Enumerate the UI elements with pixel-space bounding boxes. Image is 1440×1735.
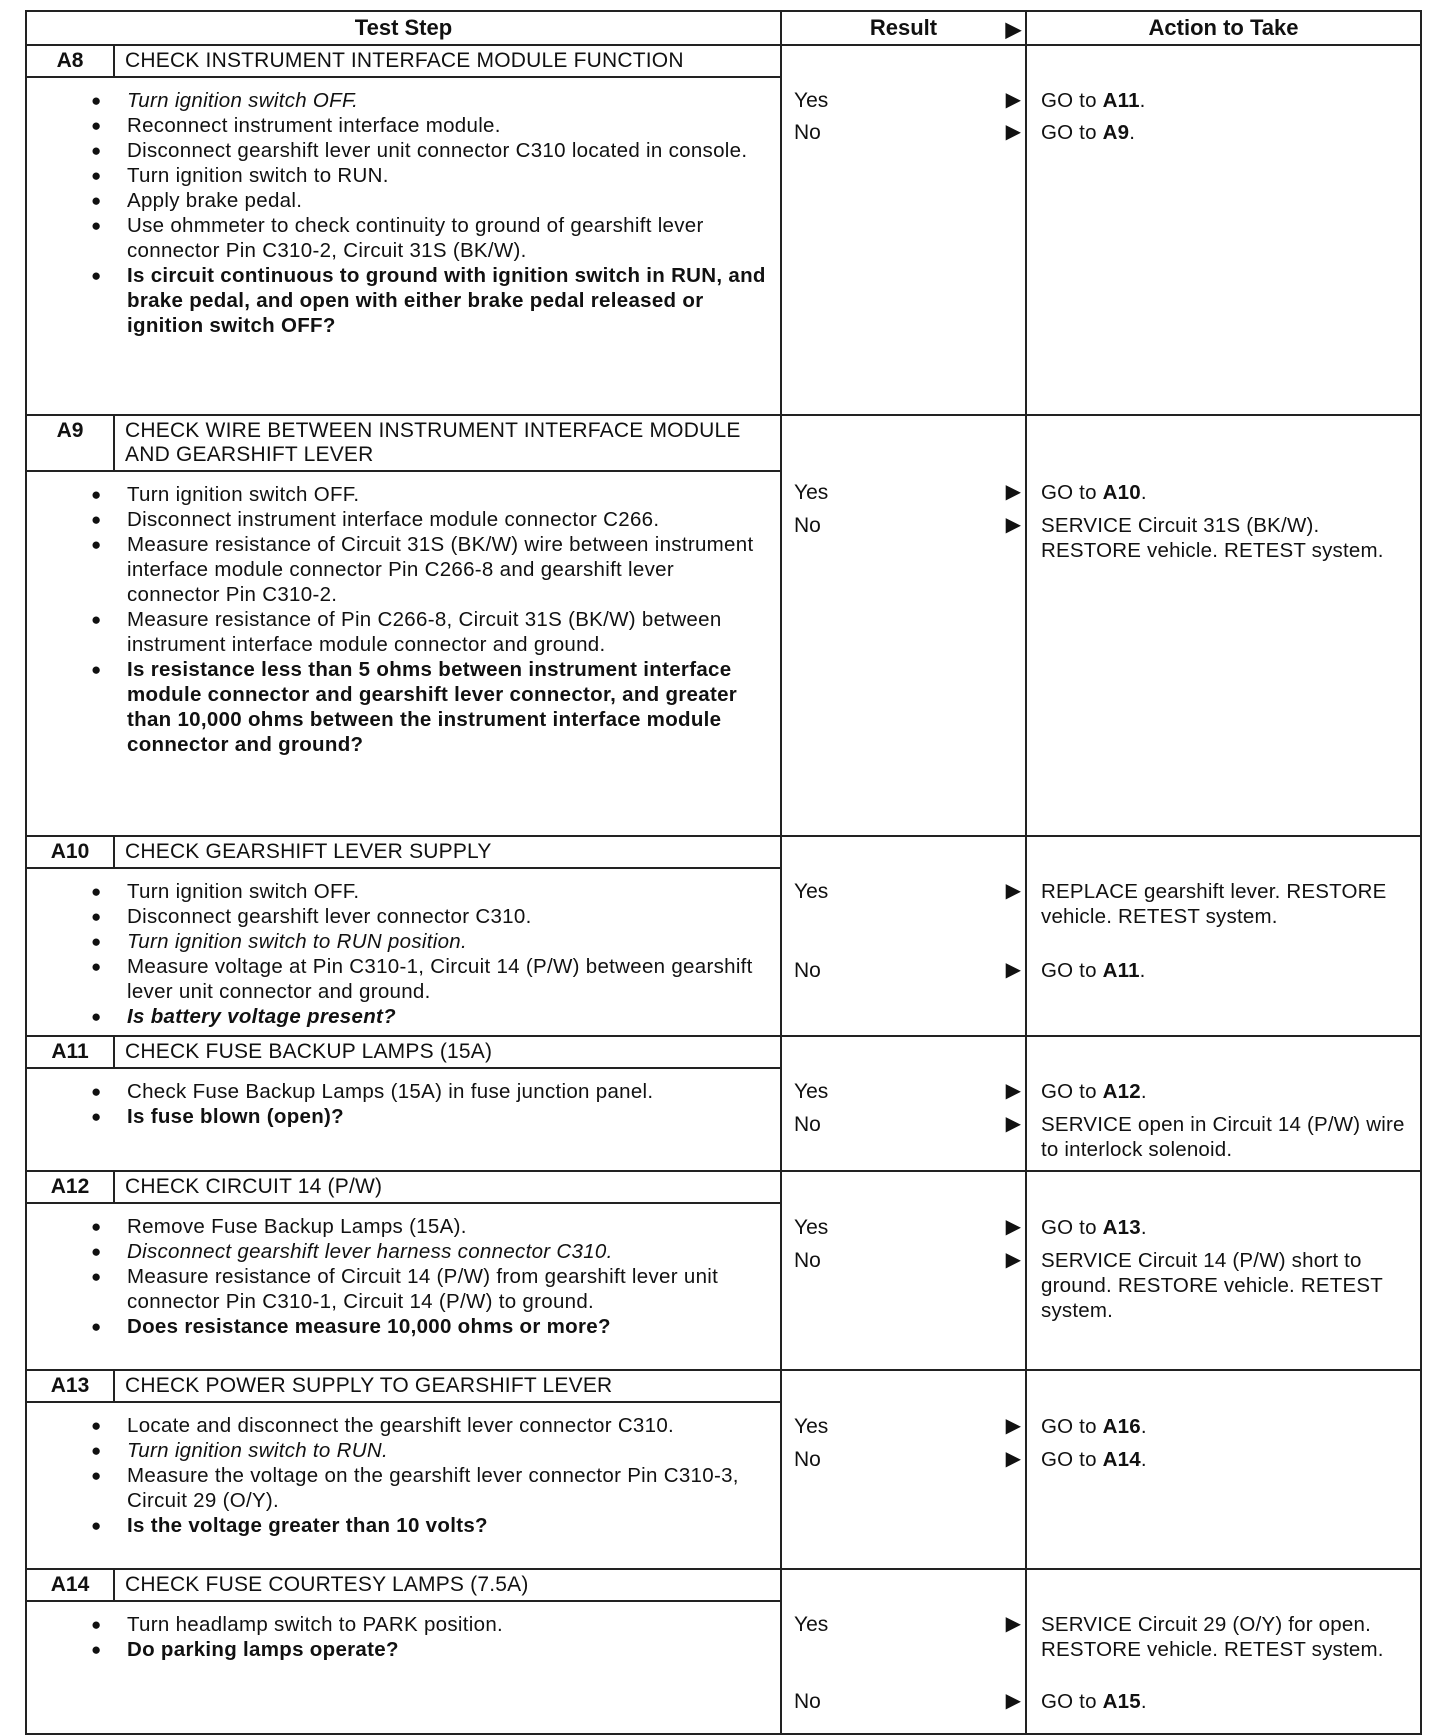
step-id: A13	[27, 1371, 115, 1401]
action-cell	[1026, 45, 1421, 415]
procedure-item: ● Use ohmmeter to check continuity to ground of gearshift lever connector Pin C310-2, Circuit 31S (BK/W).	[127, 213, 768, 263]
step-row	[26, 836, 1421, 1036]
action-text	[1041, 1612, 1414, 1662]
procedure-item: ● Turn ignition switch OFF.	[127, 88, 768, 113]
action-prefix: GO to	[1041, 1690, 1103, 1713]
procedure-item: ● Is battery voltage present?	[127, 1004, 768, 1029]
procedure-item: ● Measure resistance of Circuit 14 (P/W) from gearshift lever unit connector Pin C310-1, Circuit 14 (P/W) to ground.	[127, 1264, 768, 1314]
result-cell	[781, 836, 1026, 1036]
step-title: CHECK GEARSHIFT LEVER SUPPLY	[125, 840, 492, 863]
step-row	[26, 1171, 1421, 1370]
action-text	[1041, 1447, 1414, 1472]
header-action: Action to Take	[1026, 11, 1421, 45]
step-row	[26, 45, 1421, 415]
step-title: CHECK WIRE BETWEEN INSTRUMENT INTERFACE MODULE AND GEARSHIFT LEVER	[125, 419, 741, 466]
step-cell	[26, 836, 781, 1036]
result-no	[794, 513, 1021, 538]
result-yes	[794, 88, 1021, 113]
action-cell	[1026, 836, 1421, 1036]
action-target-step: A14	[1102, 1448, 1141, 1471]
header-result-label: Result	[869, 15, 938, 40]
procedure-item: ● Is resistance less than 5 ohms between instrument interface module connector and gearshift lever connector, and greater than 10,000 ohms between the instrument interface module connector and ground?	[127, 657, 768, 757]
result-label: No	[794, 1113, 821, 1136]
step-title: CHECK POWER SUPPLY TO GEARSHIFT LEVER	[125, 1374, 613, 1397]
step-row	[26, 1370, 1421, 1569]
action-prefix: GO to	[1041, 959, 1103, 982]
result-yes	[794, 1414, 1021, 1439]
action-cell	[1026, 415, 1421, 836]
action-suffix: .	[1140, 1690, 1147, 1713]
right-arrow-icon: ▶	[1005, 880, 1021, 902]
result-no	[794, 120, 1021, 145]
step-title: CHECK INSTRUMENT INTERFACE MODULE FUNCTION	[125, 49, 684, 72]
result-no	[794, 1689, 1021, 1714]
result-label: Yes	[794, 481, 829, 504]
step-header	[27, 1037, 780, 1069]
action-suffix: .	[1140, 1080, 1147, 1103]
action-text	[1041, 480, 1414, 505]
result-label: Yes	[794, 1613, 829, 1636]
action-text	[1041, 120, 1414, 145]
result-yes	[794, 1612, 1021, 1637]
step-procedure-list	[27, 1204, 780, 1345]
step-cell	[26, 1569, 781, 1734]
procedure-item: ● Remove Fuse Backup Lamps (15A).	[127, 1214, 768, 1239]
action-text	[1041, 88, 1414, 113]
action-prefix: GO to	[1041, 121, 1103, 144]
procedure-item: ● Is circuit continuous to ground with ignition switch in RUN, and brake pedal, and open with either brake pedal released or ignition switch OFF?	[127, 263, 768, 338]
action-cell	[1026, 1036, 1421, 1171]
result-cell	[781, 1569, 1026, 1734]
procedure-item: ● Measure resistance of Circuit 31S (BK/W) wire between instrument interface module connector Pin C266-8 and gearshift lever connector Pin C310-2.	[127, 532, 768, 607]
result-label: Yes	[794, 89, 829, 112]
action-target-step: A16	[1102, 1415, 1141, 1438]
action-prefix: GO to	[1041, 1216, 1103, 1239]
result-label: No	[794, 514, 821, 537]
step-header	[27, 416, 780, 472]
result-cell	[781, 415, 1026, 836]
action-prefix: SERVICE open in Circuit 14 (P/W) wire to interlock solenoid.	[1041, 1113, 1405, 1161]
action-prefix: REPLACE gearshift lever. RESTORE vehicle. RETEST system.	[1041, 880, 1387, 928]
diagnostic-table-sheet	[25, 10, 1420, 1725]
step-header	[27, 1570, 780, 1602]
step-id: A14	[27, 1570, 115, 1600]
procedure-item: ● Measure resistance of Pin C266-8, Circuit 31S (BK/W) between instrument interface module connector and ground.	[127, 607, 768, 657]
procedure-item: ● Disconnect gearshift lever unit connector C310 located in console.	[127, 138, 768, 163]
procedure-item: ● Apply brake pedal.	[127, 188, 768, 213]
action-text	[1041, 879, 1414, 929]
right-arrow-icon: ▶	[1005, 959, 1021, 981]
procedure-item: ● Disconnect instrument interface module connector C266.	[127, 507, 768, 532]
procedure-item: ● Turn ignition switch to RUN position.	[127, 929, 768, 954]
step-procedure-list	[27, 1069, 780, 1135]
action-cell	[1026, 1569, 1421, 1734]
result-label: Yes	[794, 1080, 829, 1103]
action-target-step: A11	[1102, 959, 1140, 982]
step-id: A11	[27, 1037, 115, 1067]
procedure-item: ● Check Fuse Backup Lamps (15A) in fuse junction panel.	[127, 1079, 768, 1104]
diagnostic-table	[25, 10, 1422, 1735]
result-no	[794, 1248, 1021, 1273]
step-cell	[26, 1036, 781, 1171]
procedure-item: ● Disconnect gearshift lever connector C310.	[127, 904, 768, 929]
result-yes	[794, 1215, 1021, 1240]
procedure-item: ● Turn ignition switch to RUN.	[127, 1438, 768, 1463]
action-prefix: GO to	[1041, 1448, 1103, 1471]
right-arrow-icon: ▶	[1005, 1613, 1021, 1635]
result-cell	[781, 45, 1026, 415]
right-arrow-icon: ▶	[1005, 481, 1021, 503]
right-arrow-icon: ▶	[1005, 1415, 1021, 1437]
step-cell	[26, 45, 781, 415]
result-label: Yes	[794, 1415, 829, 1438]
action-target-step: A15	[1102, 1690, 1141, 1713]
result-yes	[794, 879, 1021, 904]
step-cell	[26, 415, 781, 836]
step-cell	[26, 1370, 781, 1569]
result-label: No	[794, 121, 821, 144]
action-text	[1041, 1215, 1414, 1240]
action-prefix: SERVICE Circuit 14 (P/W) short to ground. RESTORE vehicle. RETEST system.	[1041, 1249, 1383, 1322]
action-text	[1041, 1414, 1414, 1439]
action-text	[1041, 1248, 1414, 1323]
right-arrow-icon: ▶	[1005, 19, 1021, 41]
action-prefix: GO to	[1041, 1415, 1103, 1438]
right-arrow-icon: ▶	[1005, 1216, 1021, 1238]
step-row	[26, 415, 1421, 836]
action-text	[1041, 513, 1414, 563]
procedure-item: ● Do parking lamps operate?	[127, 1637, 768, 1662]
action-suffix: .	[1140, 1448, 1147, 1471]
header-row	[26, 11, 1421, 45]
result-label: No	[794, 1249, 821, 1272]
procedure-item: ● Turn ignition switch to RUN.	[127, 163, 768, 188]
action-suffix: .	[1140, 1415, 1147, 1438]
right-arrow-icon: ▶	[1005, 1249, 1021, 1271]
result-no	[794, 1112, 1021, 1137]
step-title: CHECK CIRCUIT 14 (P/W)	[125, 1175, 383, 1198]
result-cell	[781, 1036, 1026, 1171]
step-cell	[26, 1171, 781, 1370]
result-yes	[794, 480, 1021, 505]
action-suffix: .	[1139, 959, 1146, 982]
step-procedure-list	[27, 78, 780, 344]
action-target-step: A13	[1102, 1216, 1141, 1239]
procedure-item: ● Locate and disconnect the gearshift lever connector C310.	[127, 1413, 768, 1438]
action-cell	[1026, 1370, 1421, 1569]
result-label: No	[794, 1448, 821, 1471]
step-header	[27, 1371, 780, 1403]
step-id: A8	[27, 46, 115, 76]
right-arrow-icon: ▶	[1005, 1080, 1021, 1102]
action-target-step: A12	[1102, 1080, 1141, 1103]
header-test-step: Test Step	[26, 11, 781, 45]
action-target-step: A11	[1102, 89, 1140, 112]
right-arrow-icon: ▶	[1005, 121, 1021, 143]
right-arrow-icon: ▶	[1005, 1690, 1021, 1712]
result-no	[794, 958, 1021, 983]
step-row	[26, 1569, 1421, 1734]
action-text	[1041, 1689, 1414, 1714]
action-cell	[1026, 1171, 1421, 1370]
action-suffix: .	[1140, 1216, 1147, 1239]
right-arrow-icon: ▶	[1005, 1113, 1021, 1135]
action-prefix: GO to	[1041, 89, 1103, 112]
procedure-item: ● Is fuse blown (open)?	[127, 1104, 768, 1129]
procedure-item: ● Reconnect instrument interface module.	[127, 113, 768, 138]
step-header	[27, 46, 780, 78]
step-id: A9	[27, 416, 115, 470]
table-body	[26, 45, 1421, 1734]
step-header	[27, 1172, 780, 1204]
step-id: A12	[27, 1172, 115, 1202]
action-prefix: GO to	[1041, 1080, 1103, 1103]
action-suffix: .	[1129, 121, 1136, 144]
procedure-item: ● Turn headlamp switch to PARK position.	[127, 1612, 768, 1637]
result-label: Yes	[794, 880, 829, 903]
procedure-item: ● Measure voltage at Pin C310-1, Circuit 14 (P/W) between gearshift lever unit connector and ground.	[127, 954, 768, 1004]
action-prefix: SERVICE Circuit 31S (BK/W). RESTORE vehicle. RETEST system.	[1041, 514, 1384, 562]
right-arrow-icon: ▶	[1005, 514, 1021, 536]
step-procedure-list	[27, 869, 780, 1035]
procedure-item: ● Does resistance measure 10,000 ohms or more?	[127, 1314, 768, 1339]
procedure-item: ● Turn ignition switch OFF.	[127, 482, 768, 507]
action-prefix: GO to	[1041, 481, 1103, 504]
step-procedure-list	[27, 472, 780, 763]
step-procedure-list	[27, 1403, 780, 1544]
step-procedure-list	[27, 1602, 780, 1668]
step-header	[27, 837, 780, 869]
result-cell	[781, 1370, 1026, 1569]
step-title: CHECK FUSE COURTESY LAMPS (7.5A)	[125, 1573, 529, 1596]
action-prefix: SERVICE Circuit 29 (O/Y) for open. RESTORE vehicle. RETEST system.	[1041, 1613, 1384, 1661]
step-title: CHECK FUSE BACKUP LAMPS (15A)	[125, 1040, 493, 1063]
result-no	[794, 1447, 1021, 1472]
result-yes	[794, 1079, 1021, 1104]
procedure-item: ● Measure the voltage on the gearshift lever connector Pin C310-3, Circuit 29 (O/Y).	[127, 1463, 768, 1513]
result-label: No	[794, 1690, 821, 1713]
action-suffix: .	[1139, 89, 1146, 112]
action-target-step: A9	[1102, 121, 1130, 144]
action-suffix: .	[1140, 481, 1147, 504]
action-text	[1041, 1112, 1414, 1162]
step-id: A10	[27, 837, 115, 867]
procedure-item: ● Turn ignition switch OFF.	[127, 879, 768, 904]
header-result	[781, 11, 1026, 45]
procedure-item: ● Disconnect gearshift lever harness connector C310.	[127, 1239, 768, 1264]
result-cell	[781, 1171, 1026, 1370]
result-label: Yes	[794, 1216, 829, 1239]
right-arrow-icon: ▶	[1005, 89, 1021, 111]
action-text	[1041, 1079, 1414, 1104]
result-label: No	[794, 959, 821, 982]
procedure-item: ● Is the voltage greater than 10 volts?	[127, 1513, 768, 1538]
action-target-step: A10	[1102, 481, 1141, 504]
action-text	[1041, 958, 1414, 983]
right-arrow-icon: ▶	[1005, 1448, 1021, 1470]
step-row	[26, 1036, 1421, 1171]
